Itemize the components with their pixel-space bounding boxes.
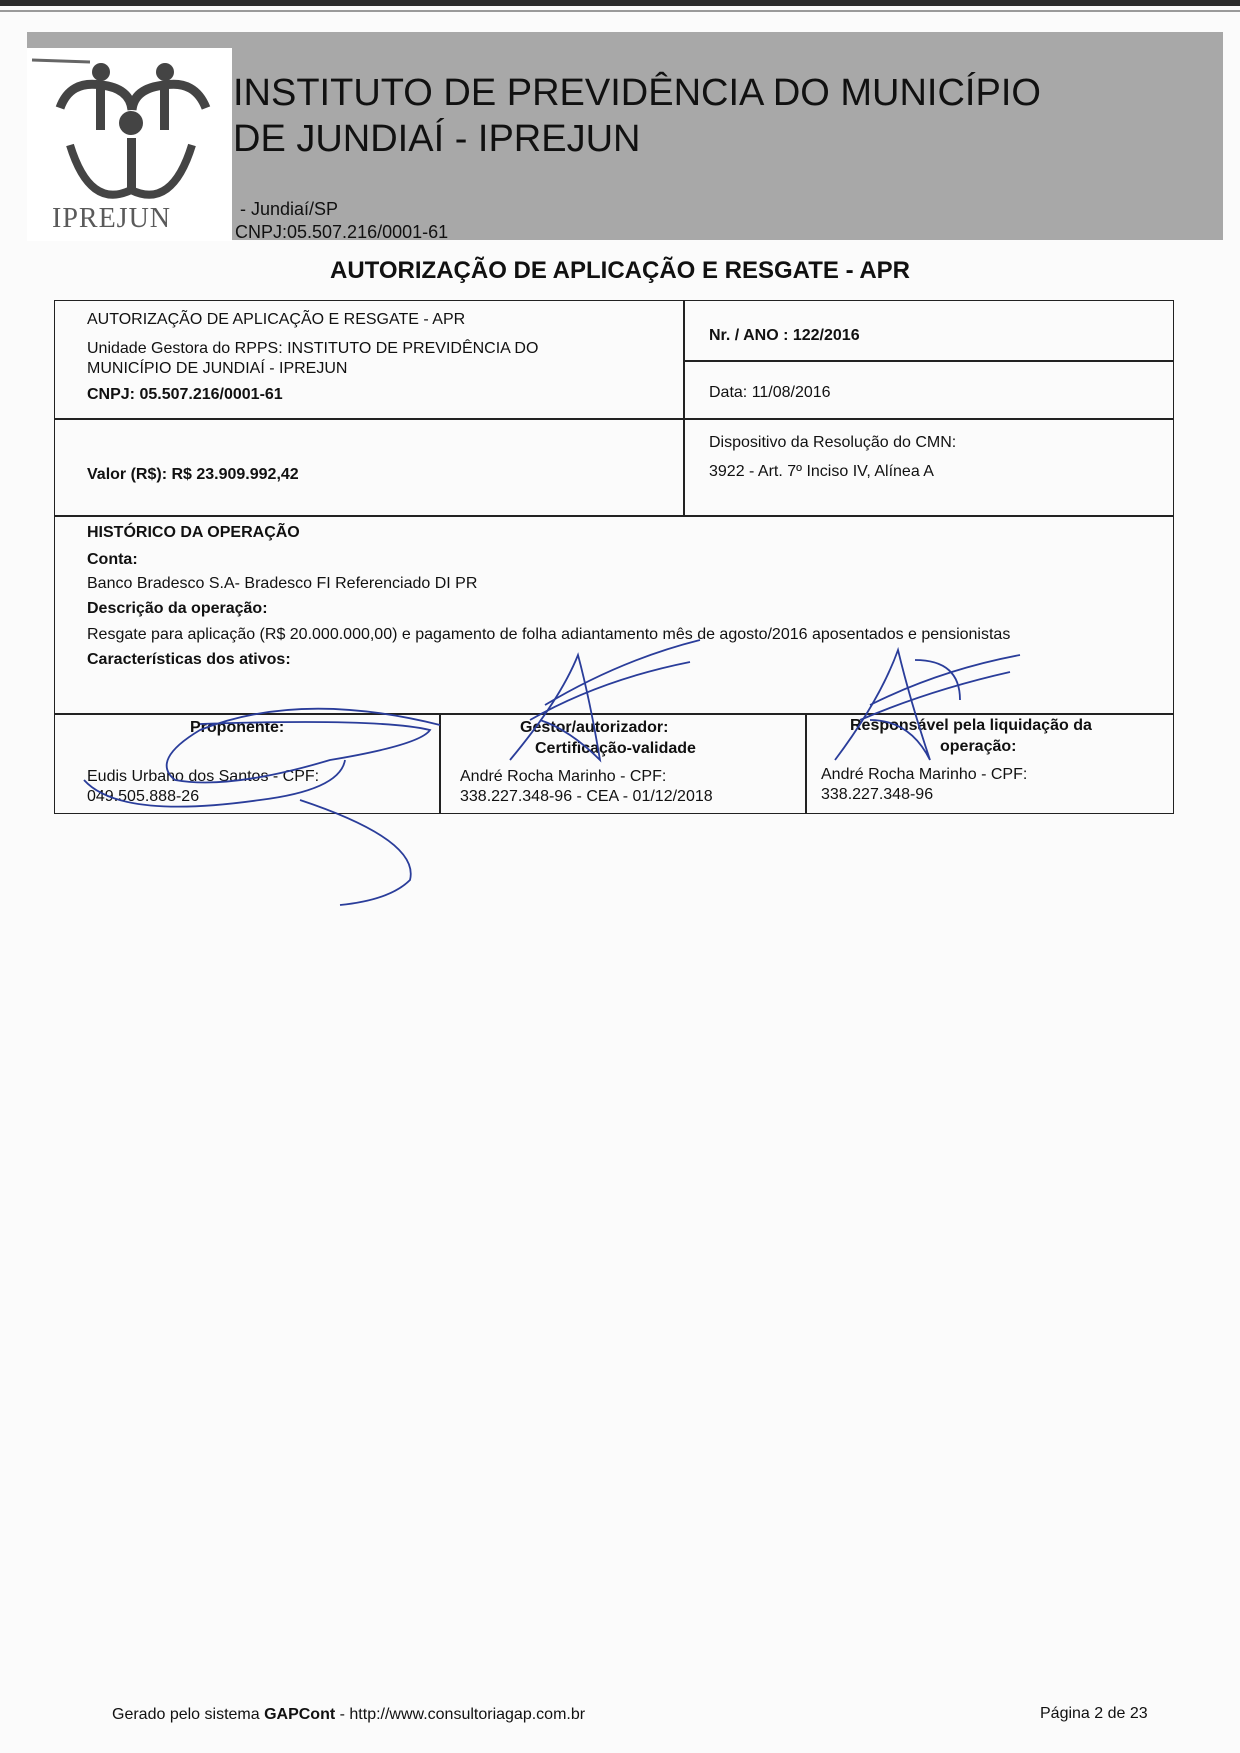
footer-system: GAPCont (264, 1706, 336, 1723)
footer-url: - http://www.consultoriagap.com.br (335, 1706, 586, 1723)
manager-title-line1: Gestor/autorizador: (520, 719, 669, 736)
description-value: Resgate para aplicação (R$ 20.000.000,00) e pagamento de folha adiantamento mês de agosto/2016 aposentados e pensionistas (87, 626, 1011, 643)
unit-cnpj: CNPJ: 05.507.216/0001-61 (87, 386, 283, 403)
manager-title-line2: Certificação-validade (535, 740, 696, 757)
liquidation-cpf: 338.227.348-96 (821, 786, 934, 803)
cmn-device-value: 3922 - Art. 7º Inciso IV, Alínea A (709, 463, 934, 480)
unit-line2: MUNICÍPIO DE JUNDIAÍ - IPREJUN (87, 360, 348, 377)
table-line-history (54, 515, 1173, 517)
logo-wordmark: IPREJUN (52, 203, 172, 234)
proponent-cpf: 049.505.888-26 (87, 788, 200, 805)
table-line-nr-data (683, 360, 1173, 362)
description-label: Descrição da operação: (87, 600, 268, 617)
cmn-device-label: Dispositivo da Resolução do CMN: (709, 434, 957, 451)
history-heading: HISTÓRICO DA OPERAÇÃO (87, 524, 300, 541)
manager-name: André Rocha Marinho - CPF: (460, 768, 667, 785)
table-divider-sig2 (805, 713, 807, 813)
operation-value: Valor (R$): R$ 23.909.992,42 (87, 466, 299, 483)
footer-generated-by (112, 1706, 585, 1724)
assets-label: Características dos ativos: (87, 651, 291, 668)
document-title: AUTORIZAÇÃO DE APLICAÇÃO E RESGATE - APR (329, 257, 911, 284)
liquidation-title-line2: operação: (940, 738, 1017, 755)
iprejun-logo-icon (30, 50, 230, 200)
header-city: - Jundiaí/SP (240, 199, 339, 219)
institute-name-line1: INSTITUTO DE PREVIDÊNCIA DO MUNICÍPIO (233, 72, 1041, 114)
liquidation-name: André Rocha Marinho - CPF: (821, 766, 1028, 783)
section-heading: AUTORIZAÇÃO DE APLICAÇÃO E RESGATE - APR (87, 311, 466, 328)
table-line-value (54, 418, 1173, 420)
liquidation-title-line1: Responsável pela liquidação da (850, 717, 1092, 734)
table-divider-vertical-top (683, 300, 685, 515)
number-year: Nr. / ANO : 122/2016 (709, 327, 860, 344)
proponent-title: Proponente: (190, 719, 285, 736)
institute-name-line2: DE JUNDIAÍ - IPREJUN (233, 118, 641, 160)
top-border-thin-line (0, 10, 1240, 12)
unit-line1: Unidade Gestora do RPPS: INSTITUTO DE PREVIDÊNCIA DO (87, 340, 539, 357)
account-label: Conta: (87, 551, 138, 568)
proponent-name: Eudis Urbano dos Santos - CPF: (87, 768, 320, 785)
operation-date: Data: 11/08/2016 (709, 384, 831, 401)
header-cnpj: CNPJ:05.507.216/0001-61 (235, 222, 449, 242)
institute-name (233, 70, 1133, 162)
page-number: Página 2 de 23 (1040, 1705, 1148, 1722)
footer-prefix: Gerado pelo sistema (112, 1706, 265, 1723)
table-divider-sig1 (439, 713, 441, 813)
account-value: Banco Bradesco S.A- Bradesco FI Referenciado DI PR (87, 575, 478, 592)
top-border-line (0, 0, 1240, 6)
manager-cpf: 338.227.348-96 - CEA - 01/12/2018 (460, 788, 713, 805)
